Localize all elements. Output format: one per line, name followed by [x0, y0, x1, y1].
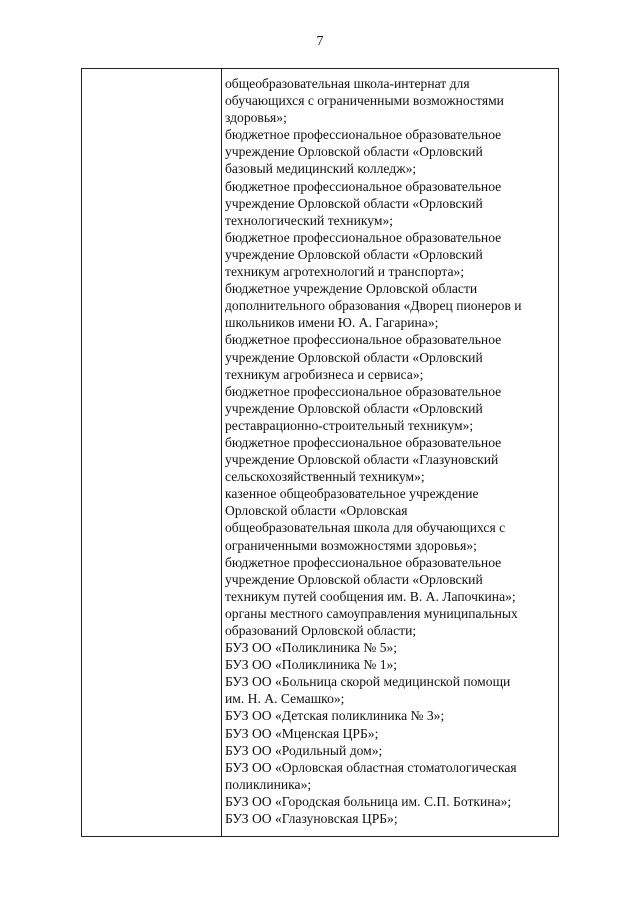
text-line: дополнительного образования «Дворец пионеров и	[225, 298, 522, 314]
text-line: технологический техникум»;	[225, 212, 394, 228]
text-line: техникум агробизнеса и сервиса»;	[225, 366, 424, 382]
text-line: бюджетное профессиональное образовательное	[225, 383, 502, 399]
text-line: БУЗ ОО «Больница скорой медицинской помощи	[225, 674, 511, 690]
page-number: 7	[316, 34, 324, 49]
text-line: бюджетное профессиональное образовательное	[225, 127, 502, 143]
text-line: реставрационно-строительный техникум»;	[225, 417, 474, 433]
text-line: техникум путей сообщения им. В. А. Лапочкина»;	[225, 588, 516, 604]
text-line: школьников имени Ю. А. Гагарина»;	[225, 315, 439, 331]
text-line: им. Н. А. Семашко»;	[225, 691, 345, 707]
text-line: БУЗ ОО «Поликлиника № 5»;	[225, 640, 398, 656]
text-line: БУЗ ОО «Глазуновская ЦРБ»;	[225, 811, 398, 827]
table-left-cell	[82, 69, 222, 836]
text-line: БУЗ ОО «Орловская областная стоматологическая	[225, 759, 517, 775]
text-line: учреждение Орловской области «Орловский	[225, 246, 483, 262]
text-line: учреждение Орловской области «Орловский	[225, 349, 483, 365]
text-line: учреждение Орловской области «Орловский	[225, 144, 483, 160]
text-line: казенное общеобразовательное учреждение	[225, 486, 479, 502]
text-line: учреждение Орловской области «Орловский	[225, 195, 483, 211]
text-line: базовый медицинский колледж»;	[225, 161, 417, 177]
text-line: БУЗ ОО «Родильный дом»;	[225, 742, 383, 758]
text-line: образований Орловской области;	[225, 623, 417, 638]
text-line: техникум агротехнологий и транспорта»;	[225, 264, 465, 280]
text-line: общеобразовательная школа-интернат для	[225, 76, 470, 91]
text-line: БУЗ ОО «Мценская ЦРБ»;	[225, 725, 379, 741]
text-line: здоровья»;	[225, 110, 287, 126]
text-line: БУЗ ОО «Городская больница им. С.П. Боткина»;	[225, 793, 512, 809]
document-table	[81, 68, 559, 837]
text-line: Орловской области «Орловская	[225, 503, 408, 519]
text-line: бюджетное профессиональное образовательное	[225, 554, 502, 570]
text-line: общеобразовательная школа для обучающихся с	[225, 520, 506, 536]
text-line: поликлиника»;	[225, 776, 312, 792]
text-line: бюджетное профессиональное образовательное	[225, 229, 502, 245]
text-line: учреждение Орловской области «Глазуновский	[225, 452, 499, 468]
text-line: бюджетное профессиональное образовательное	[225, 434, 502, 450]
text-line: органы местного самоуправления муниципальных	[225, 605, 518, 621]
text-line: БУЗ ОО «Поликлиника № 1»;	[225, 657, 398, 673]
text-line: бюджетное учреждение Орловской области	[225, 281, 478, 297]
text-line: учреждение Орловской области «Орловский	[225, 400, 483, 416]
text-line: БУЗ ОО «Детская поликлиника № 3»;	[225, 708, 445, 724]
text-line: обучающихся с ограниченными возможностями	[225, 93, 504, 109]
text-line: ограниченными возможностями здоровья»;	[225, 537, 477, 553]
text-line: бюджетное профессиональное образовательное	[225, 178, 502, 194]
table-right-cell	[225, 75, 557, 827]
text-line: бюджетное профессиональное образовательное	[225, 332, 502, 348]
text-line: сельскохозяйственный техникум»;	[225, 469, 425, 485]
text-line: учреждение Орловской области «Орловский	[225, 571, 483, 587]
